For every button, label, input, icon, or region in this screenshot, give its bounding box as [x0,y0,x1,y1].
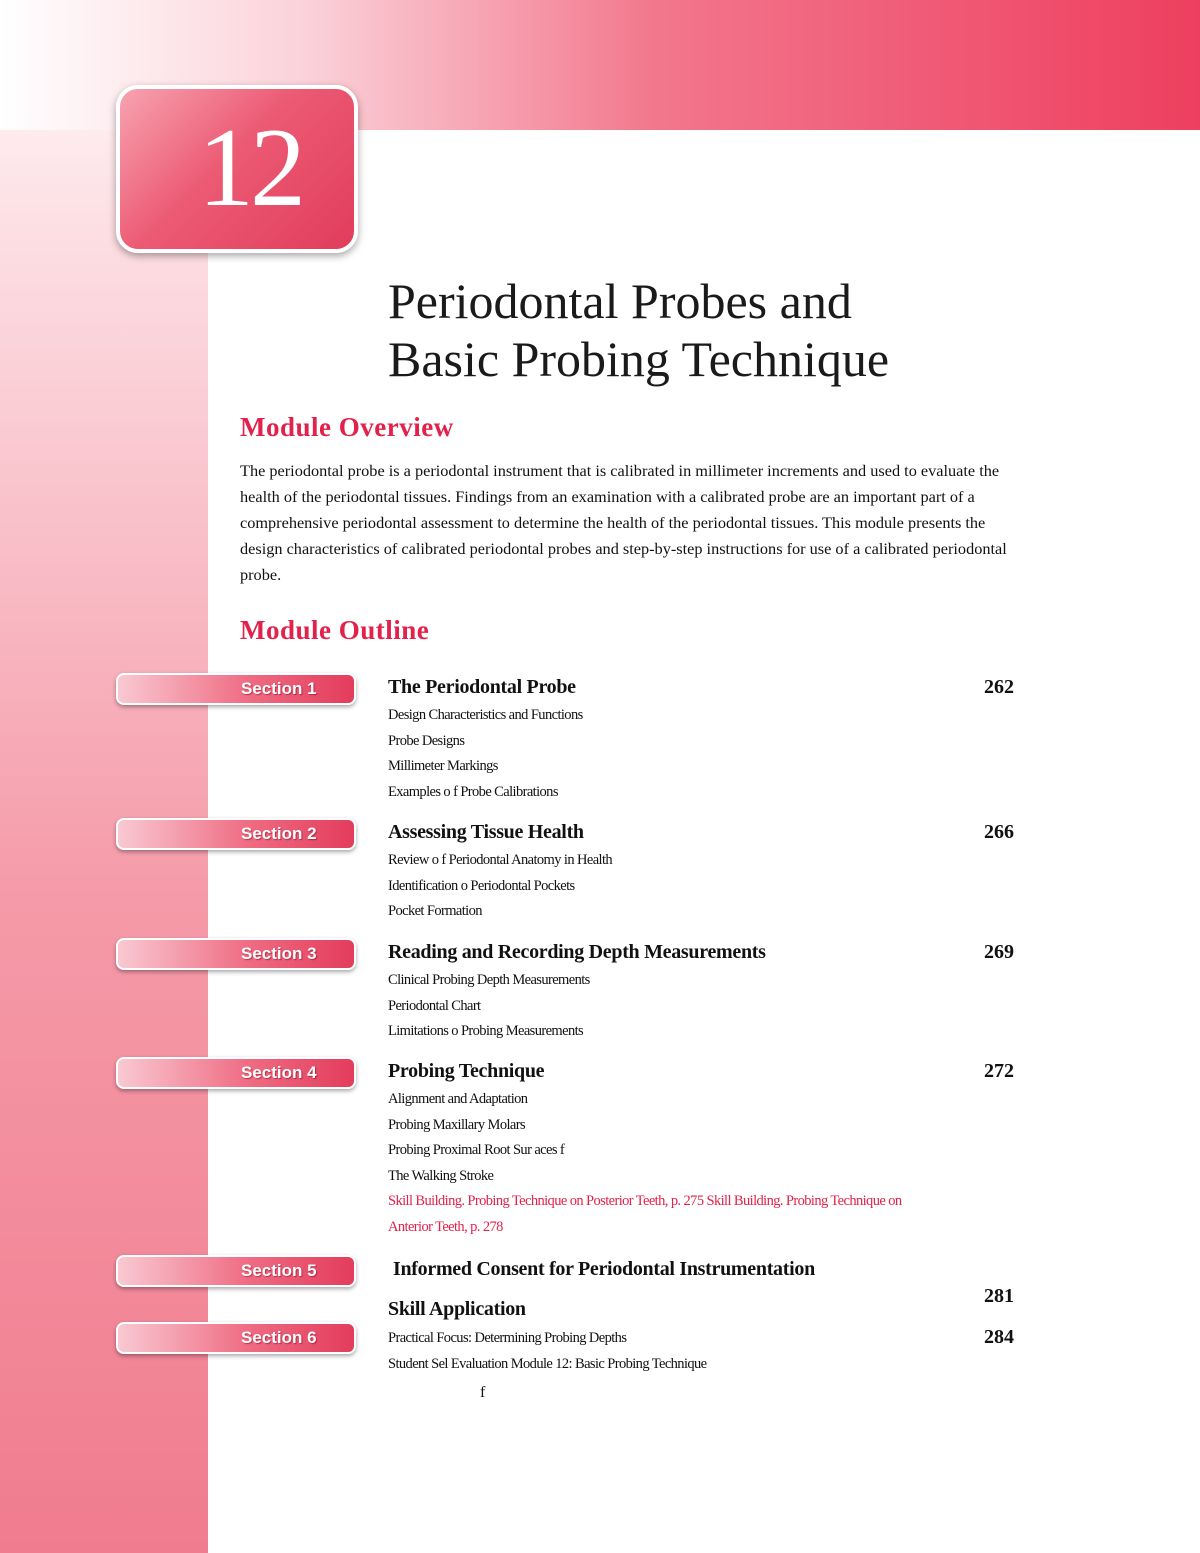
list-item: Periodontal Chart [388,997,481,1014]
section-6-tab-label: Section 6 [241,1328,317,1347]
section-3-tab[interactable] [116,938,356,970]
module-outline-heading: Module Outline [240,615,430,645]
list-item: The Walking Stroke [388,1167,494,1184]
section-3-page: 269 [984,941,1014,963]
list-item: Pocket Formation [388,903,482,919]
skill-building-links[interactable]: Skill Building. Probing Technique on Posterior Teeth, p. 275 Skill Building. Probing Technique on Anterior Teeth, p. 278 [388,1193,902,1235]
section-2-tab-label: Section 2 [241,824,317,843]
section-5-page: 281 [984,1285,1014,1307]
chapter-number: 12 [198,106,302,230]
section-1-items [388,703,948,805]
chapter-title [388,272,1148,388]
section-6-tab[interactable] [116,1322,356,1354]
chapter-title-line-1: Periodontal Probes and [388,273,852,329]
section-6-items [388,1326,948,1377]
section-5-title: Informed Consent for Periodontal Instrumentation [393,1258,815,1280]
list-item: Identification o Periodontal Pockets [388,877,575,894]
section-2-title: Assessing Tissue Health [388,821,584,843]
section-1-title: The Periodontal Probe [388,676,576,698]
section-1-page: 262 [984,676,1014,698]
section-2-items [388,848,948,925]
list-item: Limitations o Probing Measurements [388,1023,584,1039]
section-3-title: Reading and Recording Depth Measurements [388,941,766,963]
list-item: Probe Designs [388,732,465,749]
chapter-title-line-2: Basic Probing Technique [388,331,890,387]
section-4-title: Probing Technique [388,1060,545,1082]
list-item: Review o f Periodontal Anatomy in Health [388,852,613,868]
section-6-page: 284 [984,1326,1014,1348]
list-item: Clinical Probing Depth Measurements [388,972,590,988]
section-2-page: 266 [984,821,1014,843]
list-item: Millimeter Markings [388,758,498,774]
list-item: Probing Proximal Root Sur aces f [388,1142,565,1158]
section-4-page: 272 [984,1060,1014,1082]
module-overview-body: The periodontal probe is a periodontal instrument that is calibrated in millimeter increments and used to evaluate the health of the periodontal tissues. Findings from an examination with a calibrated probe are an important part of a comprehensive periodontal assessment to determine the health of the periodontal tissues. This module presents the design characteristics of calibrated periodontal probes and step-by-step instructions for use of a calibrated periodontal probe. [240,461,1007,584]
stray-character: f [480,1384,486,1401]
list-item: Practical Focus: Determining Probing Depths [388,1330,627,1346]
list-item: Design Characteristics and Functions [388,707,583,723]
section-3-tab-label: Section 3 [241,944,317,963]
section-1-tab-label: Section 1 [241,679,317,698]
chapter-number-box [116,85,358,253]
module-overview-heading: Module Overview [240,412,454,442]
section-4-items [388,1087,928,1240]
section-5-tab-label: Section 5 [241,1261,317,1280]
list-item: Alignment and Adaptation [388,1091,528,1107]
section-2-tab[interactable] [116,818,356,850]
section-4-tab-label: Section 4 [241,1063,317,1082]
section-1-tab[interactable] [116,673,356,705]
section-5-tab[interactable] [116,1255,356,1287]
section-4-tab[interactable] [116,1057,356,1089]
list-item: Student Sel Evaluation Module 12: Basic Probing Technique [388,1355,707,1372]
list-item: Examples o f Probe Calibrations [388,783,558,800]
section-3-items [388,968,948,1045]
list-item: Probing Maxillary Molars [388,1116,526,1133]
section-6-title: Skill Application [388,1298,526,1320]
